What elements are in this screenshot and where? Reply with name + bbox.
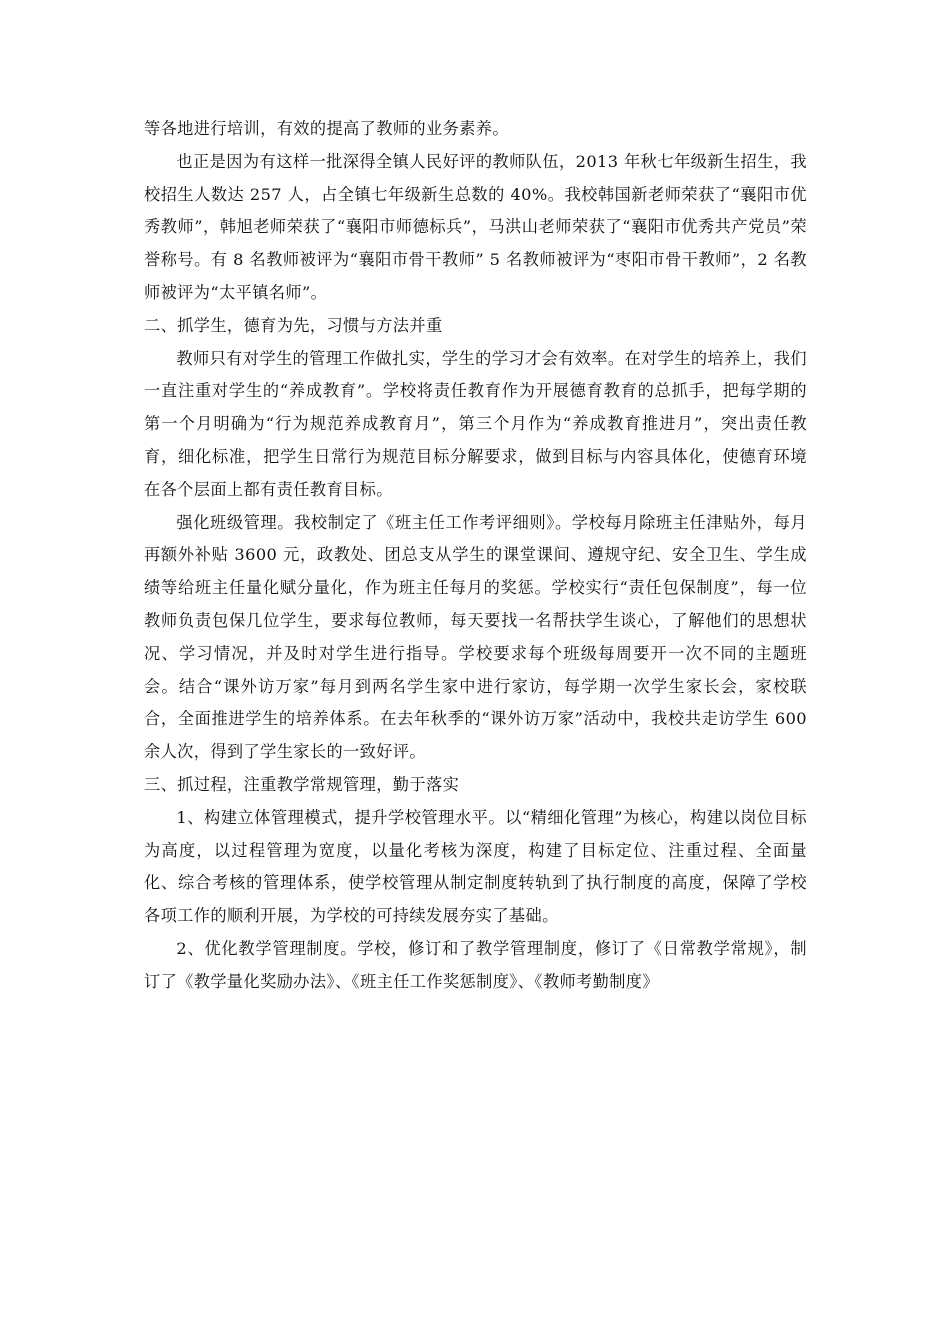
- section-heading-students: 二、抓学生，德育为先，习惯与方法并重: [144, 315, 443, 335]
- paragraph-habit-education: 教师只有对学生的管理工作做扎实，学生的学习才会有效率。在对学生的培养上，我们一直注重对学生的“养成教育”。学校将责任教育作为开展德育教育的总抓手，把每学期的第一个月明确为“行为规范养成教育月”，第三个月作为“养成教育推进月”，突出责任教育，细化标准，把学生日常行为规范目标分解要求，做到目标与内容具体化，使德育环境在各个层面上都有责任教育目标。: [144, 348, 807, 499]
- paragraph-management-model: 1、构建立体管理模式，提升学校管理水平。以“精细化管理”为核心，构建以岗位目标为高度，以过程管理为宽度，以量化考核为深度，构建了目标定位、注重过程、全面量化、综合考核的管理体系，使学校管理从制定制度转轨到了执行制度的高度，保障了学校各项工作的顺利开展，为学校的可持续发展夯实了基础。: [144, 807, 807, 926]
- paragraph-teaching-rules: 2、优化教学管理制度。学校，修订和了教学管理制度，修订了《日常教学常规》，制订了《教学量化奖励办法》、《班主任工作奖惩制度》、《教师考勤制度》: [144, 938, 807, 991]
- paragraph-class-management: 强化班级管理。我校制定了《班主任工作考评细则》。学校每月除班主任津贴外，每月再额外补贴 3600 元，政教处、团总支从学生的课堂课间、遵规守纪、安全卫生、学生成绩等给班主任量化赋分量化，作为班主任每月的奖惩。学校实行“责任包保制度”，每一位教师负责包保几位学生，要求每位教师，每天要找一名帮扶学生谈心，了解他们的思想状况、学习情况，并及时对学生进行指导。学校要求每个班级每周要开一次不同的主题班会。结合“课外访万家”每月到两名学生家中进行家访，每学期一次学生家长会，家校联合，全面推进学生的培养体系。在去年秋季的“课外访万家”活动中，我校共走访学生 600 余人次，得到了学生家长的一致好评。: [144, 512, 807, 762]
- paragraph-teacher-honors: 也正是因为有这样一批深得全镇人民好评的教师队伍，2013 年秋七年级新生招生，我校招生人数达 257 人，占全镇七年级新生总数的 40%。我校韩国新老师荣获了“襄阳市优秀教师”，韩旭老师荣获了“襄阳市师德标兵”，马洪山老师荣获了“襄阳市优秀共产党员”荣誉称号。有 8 名教师被评为“襄阳市骨干教师” 5 名教师被评为“枣阳市骨干教师”，2 名教师被评为“太平镇名师”。: [144, 151, 807, 302]
- document-body: [144, 113, 807, 999]
- section-heading-process: 三、抓过程，注重教学常规管理，勤于落实: [144, 774, 460, 794]
- paragraph-continued: 等各地进行培训，有效的提高了教师的业务素养。: [144, 119, 509, 138]
